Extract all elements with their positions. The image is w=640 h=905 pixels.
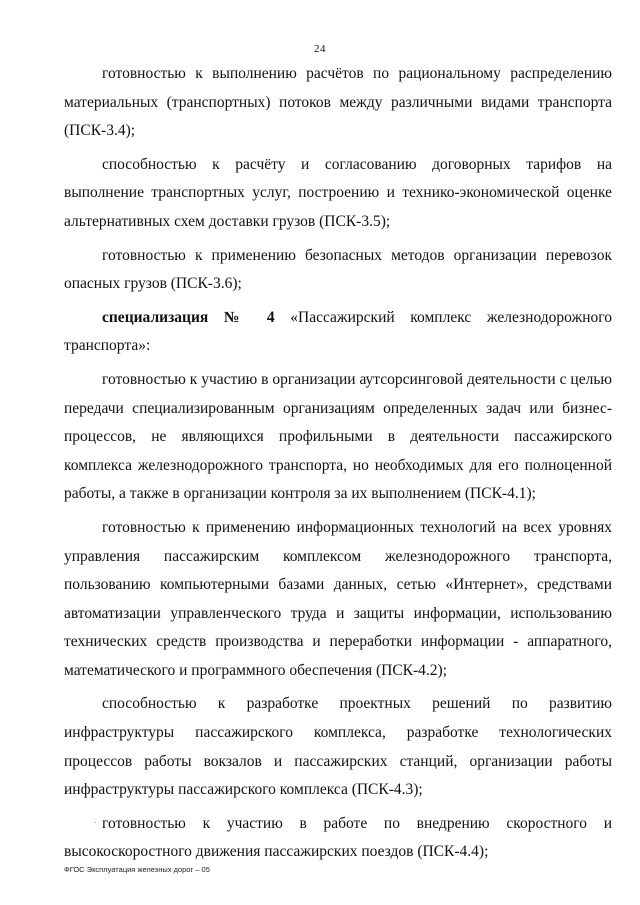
- paragraph-psk-4-4: готовностью к участию в работе по внедрению скоростного и высокоскоростного движения пассажирских поездов (ПСК-4.4);: [64, 814, 612, 861]
- paragraph-psk-3-4: готовностью к выполнению расчётов по рациональному распределению материальных (транспортных) потоков между различными видами транспорта (ПСК-3.4);: [64, 65, 612, 140]
- specialization-label: специализация № 4: [102, 308, 275, 326]
- paragraph-psk-4-2: готовностью к применению информационных технологий на всех уровнях управления пассажирским комплексом железнодорожного транспорта, пользованию компьютерными базами данных, сетью «Интернет», средствами автоматизации управленческого труда и защиты информации, использованию технических средств производства и переработки информации - аппаратного, математического и программного обеспечения (ПСК-4.2);: [64, 518, 612, 679]
- page-number: 24: [314, 43, 326, 55]
- paragraph-psk-3-5: способностью к расчёту и согласованию договорных тарифов на выполнение транспортных услуг, построению и технико-экономической оценке альтернативных схем доставки грузов (ПСК-3.5);: [64, 155, 612, 230]
- specialization-heading: [64, 304, 612, 361]
- scan-speck: [95, 822, 96, 823]
- paragraph-psk-4-3: способностью к разработке проектных решений по развитию инфраструктуры пассажирского комплекса, разработке технологических процессов работы вокзалов и пассажирских станций, организации работы инфраструктуры пассажирского комплекса (ПСК-4.3);: [64, 695, 612, 799]
- paragraph-psk-3-6: готовностью к применению безопасных методов организации перевозок опасных грузов (ПСК-3.6);: [64, 246, 612, 293]
- document-body: [64, 60, 612, 872]
- specialization-title: «Пассажирский комплекс железнодорожного транспорта»:: [64, 308, 613, 355]
- paragraph-psk-4-1: готовностью к участию в организации аутсорсинговой деятельности с целью передачи специализированным организациям определенных задач или бизнес-процессов, не являющихся профильными в деятельности пассажирского комплекса железнодорожного транспорта, но необходимых для его полноценной работы, а также в организации контроля за их выполнением (ПСК-4.1);: [64, 370, 612, 503]
- page-footer: ФГОС Эксплуатация железных дорог – 05: [64, 865, 210, 874]
